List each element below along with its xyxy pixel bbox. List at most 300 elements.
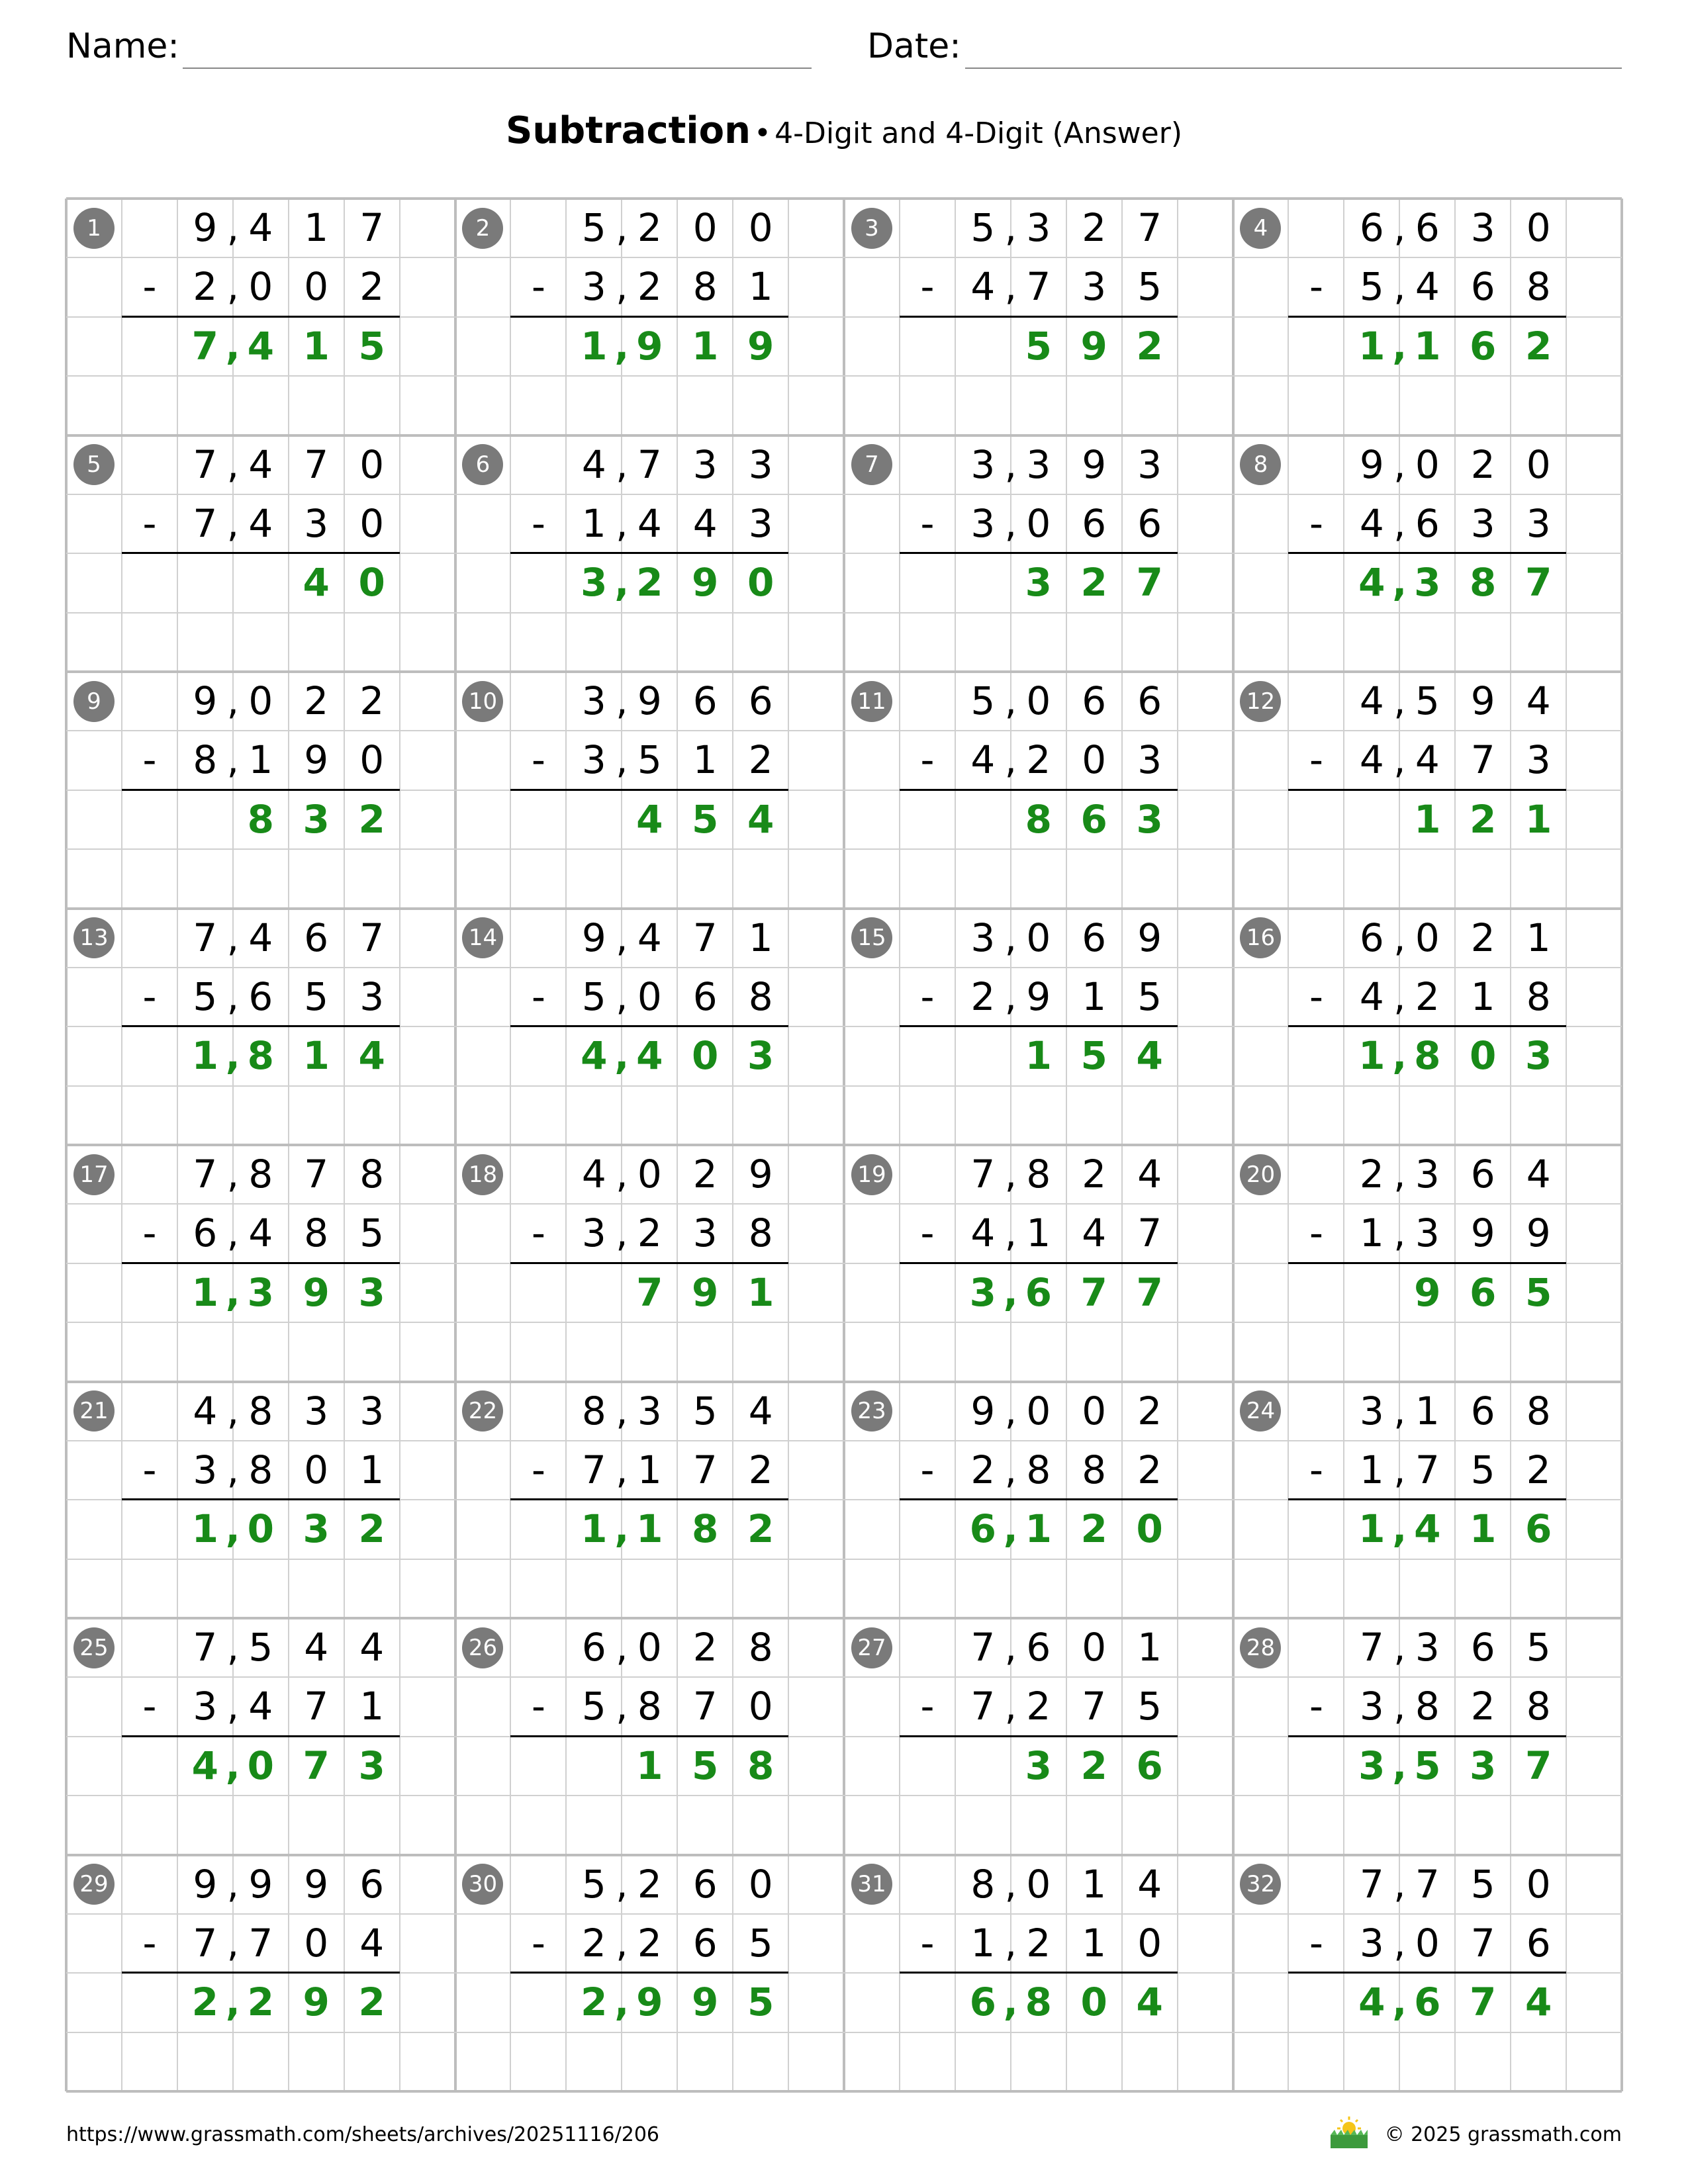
answer-digit: 1 [191, 1033, 219, 1079]
minuend-comma: , [1393, 1625, 1406, 1670]
subtrahend-digit: 5 [581, 974, 606, 1019]
minuend-digit: 0 [1082, 1625, 1107, 1670]
subtrahend-comma: , [1393, 1920, 1406, 1966]
answer-digit: 4 [1136, 1979, 1163, 2025]
minuend-digit: 2 [1137, 1388, 1162, 1433]
answer-digit: 6 [969, 1506, 997, 1552]
subtrahend-digit: 7 [193, 1920, 218, 1966]
problem-number-badge: 10 [462, 681, 503, 722]
subtrahend-comma: , [1393, 500, 1406, 546]
answer-comma: , [225, 1506, 240, 1552]
minus-sign: - [920, 1684, 935, 1729]
minuend-digit: 1 [1137, 1625, 1162, 1670]
minuend-digit: 3 [359, 1388, 385, 1433]
subtrahend-digit: 1 [1082, 974, 1107, 1019]
minuend-comma: , [1393, 915, 1406, 960]
answer-digit: 7 [636, 1269, 663, 1315]
problem-number-badge: 30 [462, 1864, 503, 1905]
minuend-comma: , [226, 1152, 239, 1197]
answer-digit: 3 [303, 1506, 330, 1552]
answer-digit: 0 [1136, 1506, 1163, 1552]
subtrahend-digit: 5 [1137, 1684, 1162, 1729]
minuend-digit: 8 [748, 1625, 773, 1670]
answer-digit: 5 [692, 1743, 719, 1788]
subtrahend-digit: 8 [248, 1447, 273, 1492]
minuend-comma: , [1393, 1388, 1406, 1433]
problem-number-badge: 11 [851, 681, 892, 722]
minuend-comma: , [616, 1625, 628, 1670]
minuend-digit: 9 [193, 1861, 218, 1907]
subtrahend-digit: 4 [1415, 264, 1440, 310]
minuend-digit: 2 [359, 678, 385, 723]
answer-digit: 9 [692, 1269, 719, 1315]
minuend-digit: 5 [970, 678, 996, 723]
answer-digit: 1 [191, 1269, 219, 1315]
answer-digit: 5 [1025, 323, 1052, 369]
minuend-digit: 9 [1359, 441, 1384, 487]
minuend-digit: 0 [248, 678, 273, 723]
subtrahend-comma: , [226, 1920, 239, 1966]
problem-number-badge: 17 [73, 1154, 115, 1195]
minuend-digit: 0 [1026, 1861, 1051, 1907]
answer-digit: 7 [303, 1743, 330, 1788]
grass-sun-logo-icon [1328, 2115, 1370, 2150]
minuend-digit: 7 [304, 1152, 329, 1197]
subtrahend-digit: 1 [359, 1447, 385, 1492]
minuend-digit: 6 [1082, 678, 1107, 723]
subtrahend-comma: , [1004, 1920, 1017, 1966]
answer-digit: 8 [1470, 560, 1497, 606]
minuend-digit: 4 [581, 1152, 606, 1197]
answer-digit: 6 [1414, 1979, 1441, 2025]
answer-digit: 4 [191, 1743, 219, 1788]
subtrahend-comma: , [226, 974, 239, 1019]
subtrahend-digit: 4 [248, 500, 273, 546]
title-main: Subtraction [505, 109, 751, 152]
answer-comma: , [225, 1033, 240, 1079]
answer-digit: 3 [969, 1269, 997, 1315]
subtrahend-digit: 0 [748, 1684, 773, 1729]
answer-comma: , [1003, 1979, 1018, 2025]
subtrahend-digit: 4 [1415, 737, 1440, 783]
minuend-comma: , [226, 1861, 239, 1907]
subtrahend-digit: 4 [1359, 500, 1384, 546]
problem-number-badge: 18 [462, 1154, 503, 1195]
answer-digit: 1 [1524, 796, 1552, 842]
subtrahend-comma: , [226, 500, 239, 546]
minuend-comma: , [226, 678, 239, 723]
minuend-digit: 4 [1137, 1152, 1162, 1197]
answer-digit: 1 [747, 1269, 774, 1315]
minus-sign: - [142, 1447, 157, 1492]
subtrahend-digit: 2 [748, 1447, 773, 1492]
answer-digit: 4 [303, 560, 330, 606]
answer-comma: , [1003, 1269, 1018, 1315]
subtrahend-comma: , [1004, 737, 1017, 783]
minuend-digit: 8 [248, 1152, 273, 1197]
minuend-comma: , [616, 678, 628, 723]
answer-digit: 1 [1358, 1506, 1385, 1552]
subtrahend-digit: 8 [692, 264, 718, 310]
minuend-digit: 2 [692, 1152, 718, 1197]
answer-digit: 6 [1080, 796, 1107, 842]
minus-sign: - [1309, 737, 1323, 783]
subtrahend-digit: 4 [970, 1210, 996, 1256]
subtrahend-digit: 1 [248, 737, 273, 783]
subtrahend-digit: 5 [1137, 974, 1162, 1019]
minuend-digit: 8 [970, 1861, 996, 1907]
subtrahend-digit: 1 [1359, 1210, 1384, 1256]
answer-digit: 4 [747, 796, 774, 842]
subtrahend-comma: , [616, 1920, 628, 1966]
subtrahend-comma: , [1004, 500, 1017, 546]
minuend-comma: , [1393, 205, 1406, 250]
minuend-digit: 5 [581, 205, 606, 250]
subtrahend-digit: 8 [1026, 1447, 1051, 1492]
answer-digit: 0 [247, 1743, 274, 1788]
answer-comma: , [1392, 323, 1407, 369]
minuend-digit: 6 [692, 678, 718, 723]
subtrahend-digit: 3 [581, 1210, 606, 1256]
minuend-comma: , [1004, 1388, 1017, 1433]
minuend-digit: 8 [581, 1388, 606, 1433]
problem-number-badge: 4 [1240, 208, 1281, 249]
answer-comma: , [1003, 1506, 1018, 1552]
title-separator: • [754, 116, 771, 150]
minuend-comma: , [1393, 441, 1406, 487]
problem-number-badge: 26 [462, 1627, 503, 1668]
answer-digit: 2 [747, 1506, 774, 1552]
problem-number-badge: 25 [73, 1627, 115, 1668]
subtrahend-digit: 6 [692, 974, 718, 1019]
name-label: Name: [66, 26, 179, 66]
subtrahend-digit: 0 [304, 1447, 329, 1492]
answer-digit: 2 [1080, 1506, 1107, 1552]
subtrahend-digit: 4 [359, 1920, 385, 1966]
subtrahend-digit: 8 [637, 1684, 662, 1729]
answer-digit: 3 [1470, 1743, 1497, 1788]
minuend-comma: , [1004, 1152, 1017, 1197]
subtrahend-digit: 5 [193, 974, 218, 1019]
minuend-digit: 3 [304, 1388, 329, 1433]
answer-digit: 4 [1358, 1979, 1385, 2025]
subtrahend-comma: , [1004, 974, 1017, 1019]
answer-digit: 2 [1524, 323, 1552, 369]
answer-digit: 3 [358, 1269, 385, 1315]
minuend-digit: 3 [1137, 441, 1162, 487]
subtrahend-digit: 6 [1082, 500, 1107, 546]
answer-digit: 9 [303, 1979, 330, 2025]
answer-digit: 6 [1470, 1269, 1497, 1315]
minuend-digit: 3 [970, 441, 996, 487]
answer-digit: 7 [1470, 1979, 1497, 2025]
answer-digit: 9 [636, 323, 663, 369]
subtrahend-comma: , [226, 264, 239, 310]
answer-digit: 2 [1080, 560, 1107, 606]
minuend-digit: 7 [1359, 1625, 1384, 1670]
minuend-digit: 0 [359, 441, 385, 487]
answer-digit: 3 [358, 1743, 385, 1788]
grid-line-horizontal [66, 2090, 1622, 2093]
answer-comma: , [1392, 1033, 1407, 1079]
answer-digit: 9 [1080, 323, 1107, 369]
minuend-digit: 6 [1470, 1152, 1495, 1197]
minuend-digit: 6 [748, 678, 773, 723]
subtrahend-digit: 5 [1137, 264, 1162, 310]
minuend-digit: 3 [637, 1388, 662, 1433]
minuend-digit: 9 [748, 1152, 773, 1197]
subtrahend-digit: 3 [193, 1684, 218, 1729]
answer-digit: 2 [358, 1506, 385, 1552]
answer-digit: 3 [1414, 560, 1441, 606]
subtrahend-digit: 2 [637, 1920, 662, 1966]
answer-digit: 6 [1470, 323, 1497, 369]
answer-digit: 3 [1358, 1743, 1385, 1788]
answer-digit: 9 [692, 1979, 719, 2025]
answer-digit: 1 [692, 323, 719, 369]
subtrahend-digit: 1 [1082, 1920, 1107, 1966]
answer-comma: , [1392, 1506, 1407, 1552]
subtrahend-digit: 0 [1137, 1920, 1162, 1966]
minuend-digit: 9 [970, 1388, 996, 1433]
minuend-comma: , [1004, 678, 1017, 723]
problem-number-badge: 20 [1240, 1154, 1281, 1195]
minus-sign: - [531, 264, 545, 310]
minuend-digit: 0 [1415, 915, 1440, 960]
answer-digit: 7 [191, 323, 219, 369]
subtrahend-digit: 7 [1470, 1920, 1495, 1966]
minus-sign: - [531, 500, 545, 546]
subtrahend-digit: 5 [581, 1684, 606, 1729]
answer-comma: , [1392, 1979, 1407, 2025]
subtrahend-digit: 3 [748, 500, 773, 546]
subtrahend-digit: 1 [637, 1447, 662, 1492]
answer-digit: 9 [692, 560, 719, 606]
answer-comma: , [614, 323, 630, 369]
subtrahend-digit: 4 [1082, 1210, 1107, 1256]
minuend-comma: , [616, 1152, 628, 1197]
subtrahend-digit: 0 [248, 264, 273, 310]
subtrahend-digit: 0 [1026, 500, 1051, 546]
minuend-digit: 0 [637, 1152, 662, 1197]
minuend-digit: 7 [970, 1625, 996, 1670]
minus-sign: - [142, 1684, 157, 1729]
answer-digit: 3 [1136, 796, 1163, 842]
answer-digit: 2 [1470, 796, 1497, 842]
minuend-digit: 9 [304, 1861, 329, 1907]
answer-digit: 2 [1080, 1743, 1107, 1788]
minuend-digit: 8 [1026, 1152, 1051, 1197]
date-line [965, 68, 1622, 69]
subtrahend-digit: 8 [1526, 264, 1551, 310]
minuend-digit: 8 [248, 1388, 273, 1433]
subtrahend-digit: 3 [1359, 1684, 1384, 1729]
minuend-digit: 2 [692, 1625, 718, 1670]
minuend-digit: 7 [193, 1625, 218, 1670]
subtrahend-comma: , [226, 1684, 239, 1729]
minus-sign: - [1309, 974, 1323, 1019]
answer-digit: 7 [1080, 1269, 1107, 1315]
answer-digit: 5 [692, 796, 719, 842]
minus-sign: - [531, 1920, 545, 1966]
minuend-digit: 3 [1359, 1388, 1384, 1433]
minuend-digit: 0 [1026, 915, 1051, 960]
subtrahend-digit: 5 [637, 737, 662, 783]
subtrahend-digit: 7 [581, 1447, 606, 1492]
minus-sign: - [142, 1920, 157, 1966]
subtrahend-digit: 2 [1137, 1447, 1162, 1492]
minuend-digit: 1 [304, 205, 329, 250]
minuend-digit: 4 [193, 1388, 218, 1433]
minuend-digit: 7 [970, 1152, 996, 1197]
subtrahend-digit: 0 [1415, 1920, 1440, 1966]
answer-digit: 1 [1025, 1033, 1052, 1079]
subtrahend-comma: , [1393, 1684, 1406, 1729]
answer-comma: , [614, 1979, 630, 2025]
subtrahend-digit: 3 [1082, 264, 1107, 310]
minuend-digit: 0 [692, 205, 718, 250]
minuend-comma: , [226, 915, 239, 960]
minuend-digit: 9 [1470, 678, 1495, 723]
minuend-digit: 3 [970, 915, 996, 960]
subtrahend-digit: 5 [359, 1210, 385, 1256]
answer-digit: 6 [1025, 1269, 1052, 1315]
answer-digit: 4 [1524, 1979, 1552, 2025]
subtrahend-digit: 0 [359, 500, 385, 546]
answer-digit: 4 [247, 323, 274, 369]
minuend-digit: 7 [193, 915, 218, 960]
answer-digit: 7 [1524, 560, 1552, 606]
subtrahend-digit: 9 [1470, 1210, 1495, 1256]
answer-digit: 9 [747, 323, 774, 369]
minuend-digit: 2 [1359, 1152, 1384, 1197]
minuend-digit: 5 [1526, 1625, 1551, 1670]
minus-sign: - [142, 264, 157, 310]
subtrahend-digit: 2 [1026, 1684, 1051, 1729]
subtrahend-digit: 6 [692, 1920, 718, 1966]
subtrahend-digit: 6 [193, 1210, 218, 1256]
minus-sign: - [1309, 500, 1323, 546]
subtrahend-digit: 6 [1526, 1920, 1551, 1966]
minuend-digit: 5 [581, 1861, 606, 1907]
subtrahend-comma: , [226, 1210, 239, 1256]
date-label: Date: [867, 26, 961, 66]
subtrahend-comma: , [1004, 1684, 1017, 1729]
subtrahend-digit: 2 [1470, 1684, 1495, 1729]
minuend-comma: , [1004, 441, 1017, 487]
subtrahend-digit: 8 [1526, 974, 1551, 1019]
minuend-comma: , [616, 915, 628, 960]
minuend-digit: 6 [581, 1625, 606, 1670]
subtrahend-comma: , [1004, 264, 1017, 310]
minuend-digit: 4 [1526, 1152, 1551, 1197]
minus-sign: - [920, 1210, 935, 1256]
minuend-comma: , [616, 1388, 628, 1433]
subtrahend-digit: 4 [1359, 737, 1384, 783]
minuend-digit: 7 [193, 441, 218, 487]
subtrahend-comma: , [616, 737, 628, 783]
minus-sign: - [920, 737, 935, 783]
problem-number-badge: 15 [851, 917, 892, 958]
answer-digit: 7 [1524, 1743, 1552, 1788]
subtrahend-digit: 7 [193, 500, 218, 546]
subtrahend-digit: 7 [304, 1684, 329, 1729]
answer-digit: 1 [1470, 1506, 1497, 1552]
problem-number-badge: 19 [851, 1154, 892, 1195]
minuend-digit: 5 [248, 1625, 273, 1670]
minuend-digit: 6 [1470, 1388, 1495, 1433]
minus-sign: - [1309, 1210, 1323, 1256]
minuend-digit: 4 [359, 1625, 385, 1670]
problem-grid [66, 199, 1622, 2091]
minuend-digit: 1 [748, 915, 773, 960]
answer-digit: 2 [358, 796, 385, 842]
answer-comma: , [225, 323, 240, 369]
minuend-digit: 2 [1470, 441, 1495, 487]
answer-digit: 4 [1414, 1506, 1441, 1552]
minuend-digit: 5 [1415, 678, 1440, 723]
subtrahend-digit: 6 [1470, 264, 1495, 310]
minuend-digit: 3 [1026, 441, 1051, 487]
subtrahend-digit: 1 [748, 264, 773, 310]
minuend-digit: 7 [193, 1152, 218, 1197]
subtrahend-digit: 1 [1026, 1210, 1051, 1256]
answer-digit: 0 [1470, 1033, 1497, 1079]
minuend-digit: 2 [304, 678, 329, 723]
minuend-digit: 7 [1137, 205, 1162, 250]
answer-digit: 1 [303, 1033, 330, 1079]
subtrahend-digit: 4 [970, 264, 996, 310]
minuend-digit: 0 [1026, 678, 1051, 723]
subtrahend-digit: 3 [1526, 500, 1551, 546]
minuend-comma: , [1004, 1625, 1017, 1670]
minuend-digit: 6 [1415, 205, 1440, 250]
answer-comma: , [1392, 1743, 1407, 1788]
subtrahend-digit: 3 [1137, 737, 1162, 783]
subtrahend-comma: , [226, 737, 239, 783]
subtrahend-digit: 3 [692, 1210, 718, 1256]
minuend-digit: 9 [637, 678, 662, 723]
answer-digit: 5 [747, 1979, 774, 2025]
subtrahend-digit: 2 [1526, 1447, 1551, 1492]
minuend-comma: , [616, 1861, 628, 1907]
worksheet-title [0, 105, 1688, 166]
answer-digit: 6 [1136, 1743, 1163, 1788]
minus-sign: - [142, 1210, 157, 1256]
subtrahend-digit: 3 [1470, 500, 1495, 546]
minuend-digit: 3 [692, 441, 718, 487]
answer-comma: , [225, 1743, 240, 1788]
subtrahend-digit: 2 [637, 264, 662, 310]
subtrahend-digit: 7 [692, 1447, 718, 1492]
answer-digit: 9 [303, 1269, 330, 1315]
answer-digit: 4 [1136, 1033, 1163, 1079]
minuend-digit: 5 [970, 205, 996, 250]
answer-digit: 6 [969, 1979, 997, 2025]
answer-digit: 7 [1136, 1269, 1163, 1315]
answer-digit: 4 [636, 1033, 663, 1079]
subtrahend-digit: 3 [581, 264, 606, 310]
problem-number-badge: 6 [462, 444, 503, 485]
subtrahend-digit: 1 [692, 737, 718, 783]
minus-sign: - [142, 737, 157, 783]
problem-number-badge: 7 [851, 444, 892, 485]
answer-digit: 2 [1136, 323, 1163, 369]
minus-sign: - [920, 1920, 935, 1966]
subtrahend-comma: , [616, 500, 628, 546]
problem-number-badge: 16 [1240, 917, 1281, 958]
minuend-digit: 4 [637, 915, 662, 960]
